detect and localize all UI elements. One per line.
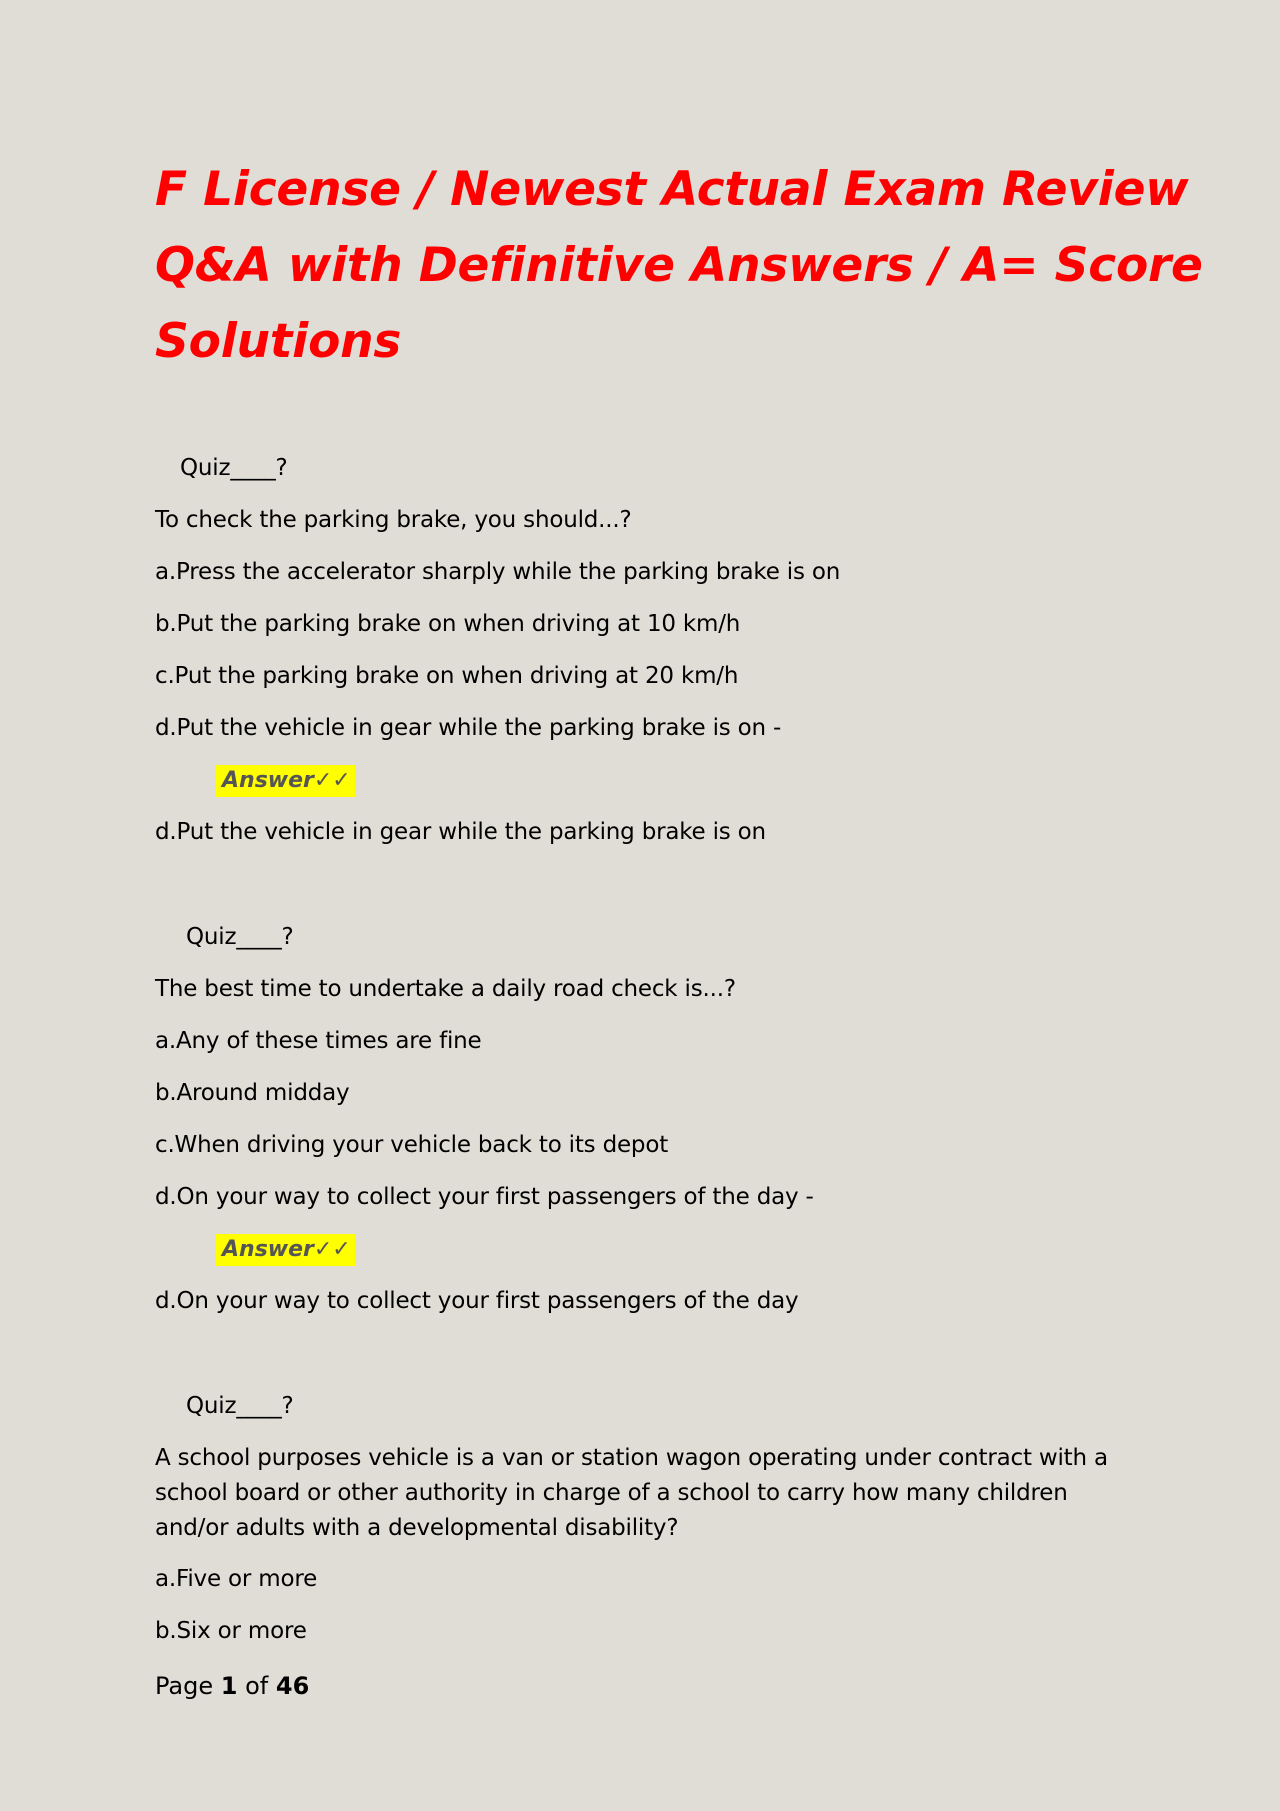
quiz-label: Quiz____? (186, 1393, 294, 1419)
question-prompt: A school purposes vehicle is a van or station wagon operating under contract with a school board or other authority in charge of a school to carry how many children and/or adults with a developmental disability? (155, 1445, 1108, 1541)
quiz-label: Quiz____? (186, 924, 294, 950)
option-c: c.When driving your vehicle back to its depot (155, 1132, 669, 1158)
quiz-label: Quiz____? (180, 455, 288, 481)
title-line-3: Solutions (155, 314, 402, 369)
question-prompt: To check the parking brake, you should...? (155, 507, 632, 533)
option-a: a.Any of these times are fine (155, 1028, 482, 1054)
option-d: d.Put the vehicle in gear while the parking brake is on - (155, 715, 782, 741)
option-d: d.On your way to collect your first passengers of the day - (155, 1184, 814, 1210)
option-b: b.Six or more (155, 1618, 307, 1644)
option-a: a.Five or more (155, 1566, 318, 1592)
correct-answer: d.On your way to collect your first passengers of the day (155, 1288, 799, 1314)
title-line-1: F License / Newest Actual Exam Review (155, 162, 1189, 217)
total-pages: 46 (275, 1672, 310, 1700)
option-c: c.Put the parking brake on when driving at 20 km/h (155, 663, 739, 689)
option-b: b.Around midday (155, 1080, 350, 1106)
document-title (155, 152, 1203, 380)
answer-highlight: Answer✓✓ (216, 1234, 355, 1266)
option-a: a.Press the accelerator sharply while the parking brake is on (155, 559, 841, 585)
question-prompt: The best time to undertake a daily road check is...? (155, 976, 736, 1002)
title-line-2: Q&A with Definitive Answers / A= Score (155, 238, 1203, 293)
page-number: 1 (220, 1672, 238, 1700)
correct-answer: d.Put the vehicle in gear while the parking brake is on (155, 819, 766, 845)
page-word: Page (155, 1672, 214, 1700)
page-footer (155, 1668, 309, 1704)
option-b: b.Put the parking brake on when driving at 10 km/h (155, 611, 741, 637)
of-word: of (245, 1672, 269, 1700)
answer-highlight: Answer✓✓ (216, 765, 355, 797)
